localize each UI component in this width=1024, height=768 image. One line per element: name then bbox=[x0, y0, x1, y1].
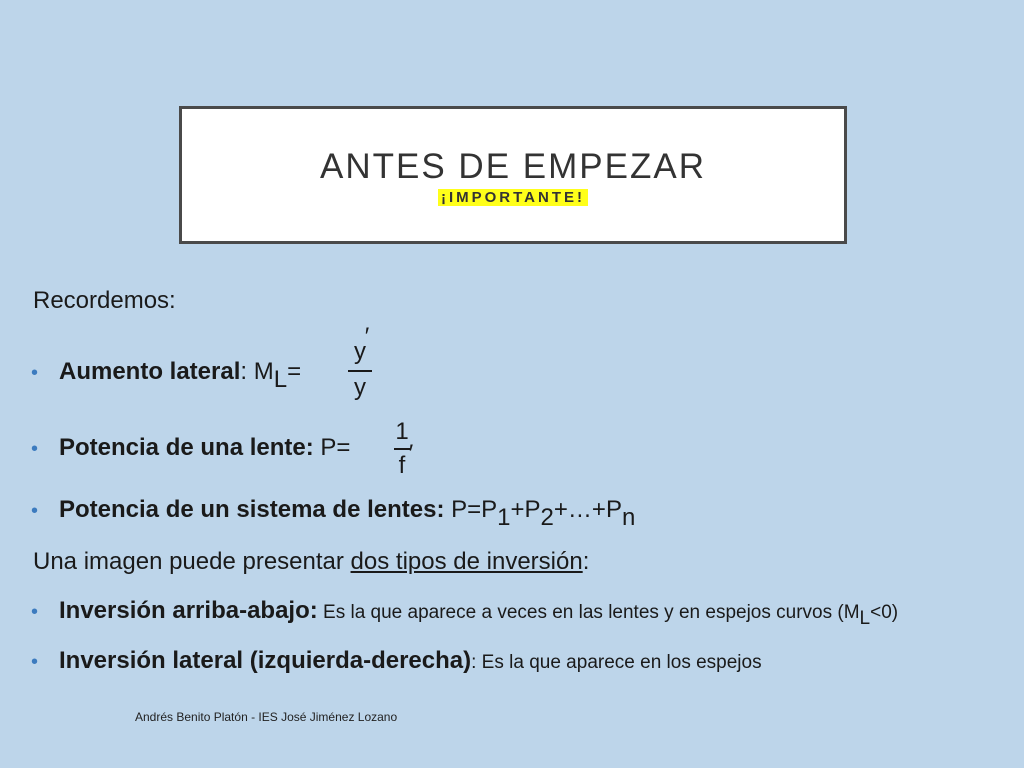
potencia-lente-line bbox=[59, 434, 350, 462]
intro-recordemos: Recordemos: bbox=[33, 287, 176, 314]
aumento-lateral-line bbox=[59, 358, 301, 394]
inversion-lateral-desc: : Es la que aparece en los espejos bbox=[471, 652, 762, 673]
bullet-marker: • bbox=[31, 362, 39, 384]
bullet-marker: • bbox=[31, 500, 39, 522]
bullet-marker: • bbox=[31, 651, 39, 673]
inversion-arriba-abajo-desc: Es la que aparece a veces en las lentes y en espejos curvos (M bbox=[317, 602, 860, 623]
inversion-lateral-line bbox=[59, 647, 762, 675]
ml-numerator: y bbox=[354, 338, 366, 365]
bullet-marker: • bbox=[31, 601, 39, 623]
subscript-n: n bbox=[621, 504, 636, 531]
inversion-intro-text: Una imagen puede presentar bbox=[33, 548, 351, 575]
ml-subscript: L bbox=[859, 608, 871, 629]
title-box bbox=[179, 106, 847, 244]
slide-title: ANTES DE EMPEZAR bbox=[320, 147, 706, 186]
aumento-lateral-term: Aumento lateral bbox=[59, 358, 241, 385]
ml-numerator-prime: ′ bbox=[364, 323, 370, 350]
subscript-1: 1 bbox=[497, 504, 511, 531]
bullet-marker: • bbox=[31, 438, 39, 460]
ml-denominator: y bbox=[354, 374, 366, 401]
ml-symbol: M bbox=[253, 358, 274, 385]
inversion-arriba-abajo-end: <0) bbox=[870, 602, 899, 623]
potencia-sistema-line bbox=[59, 496, 635, 532]
equals-sign: = bbox=[287, 358, 302, 385]
inversion-arriba-abajo-line bbox=[59, 597, 898, 630]
p-sum-plus-p: +P bbox=[510, 496, 541, 523]
inversion-arriba-abajo-term: Inversión arriba-abajo: bbox=[59, 597, 318, 624]
p-equals: P= bbox=[320, 434, 351, 461]
p-numerator: 1 bbox=[395, 418, 409, 445]
inversion-intro-underlined: dos tipos de inversión bbox=[350, 548, 583, 575]
subscript-2: 2 bbox=[540, 504, 554, 531]
p-denominator: f bbox=[398, 452, 406, 479]
potencia-sistema-term: Potencia de un sistema de lentes: bbox=[59, 496, 445, 523]
colon: : bbox=[240, 358, 248, 385]
slide-subtitle: ¡IMPORTANTE! bbox=[438, 189, 588, 206]
p-sum-ellipsis: +…+P bbox=[553, 496, 622, 523]
potencia-lente-term: Potencia de una lente: bbox=[59, 434, 314, 461]
inversion-intro bbox=[33, 548, 589, 576]
p-denominator-prime: ′ bbox=[408, 440, 414, 467]
footer-author: Andrés Benito Platón - IES José Jiménez Lozano bbox=[135, 710, 398, 724]
ml-subscript: L bbox=[273, 366, 288, 393]
ml-fraction-bar bbox=[348, 370, 372, 372]
p-sum-start: P=P bbox=[451, 496, 498, 523]
inversion-intro-colon: : bbox=[582, 548, 590, 575]
inversion-lateral-term: Inversión lateral (izquierda-derecha) bbox=[59, 647, 472, 674]
